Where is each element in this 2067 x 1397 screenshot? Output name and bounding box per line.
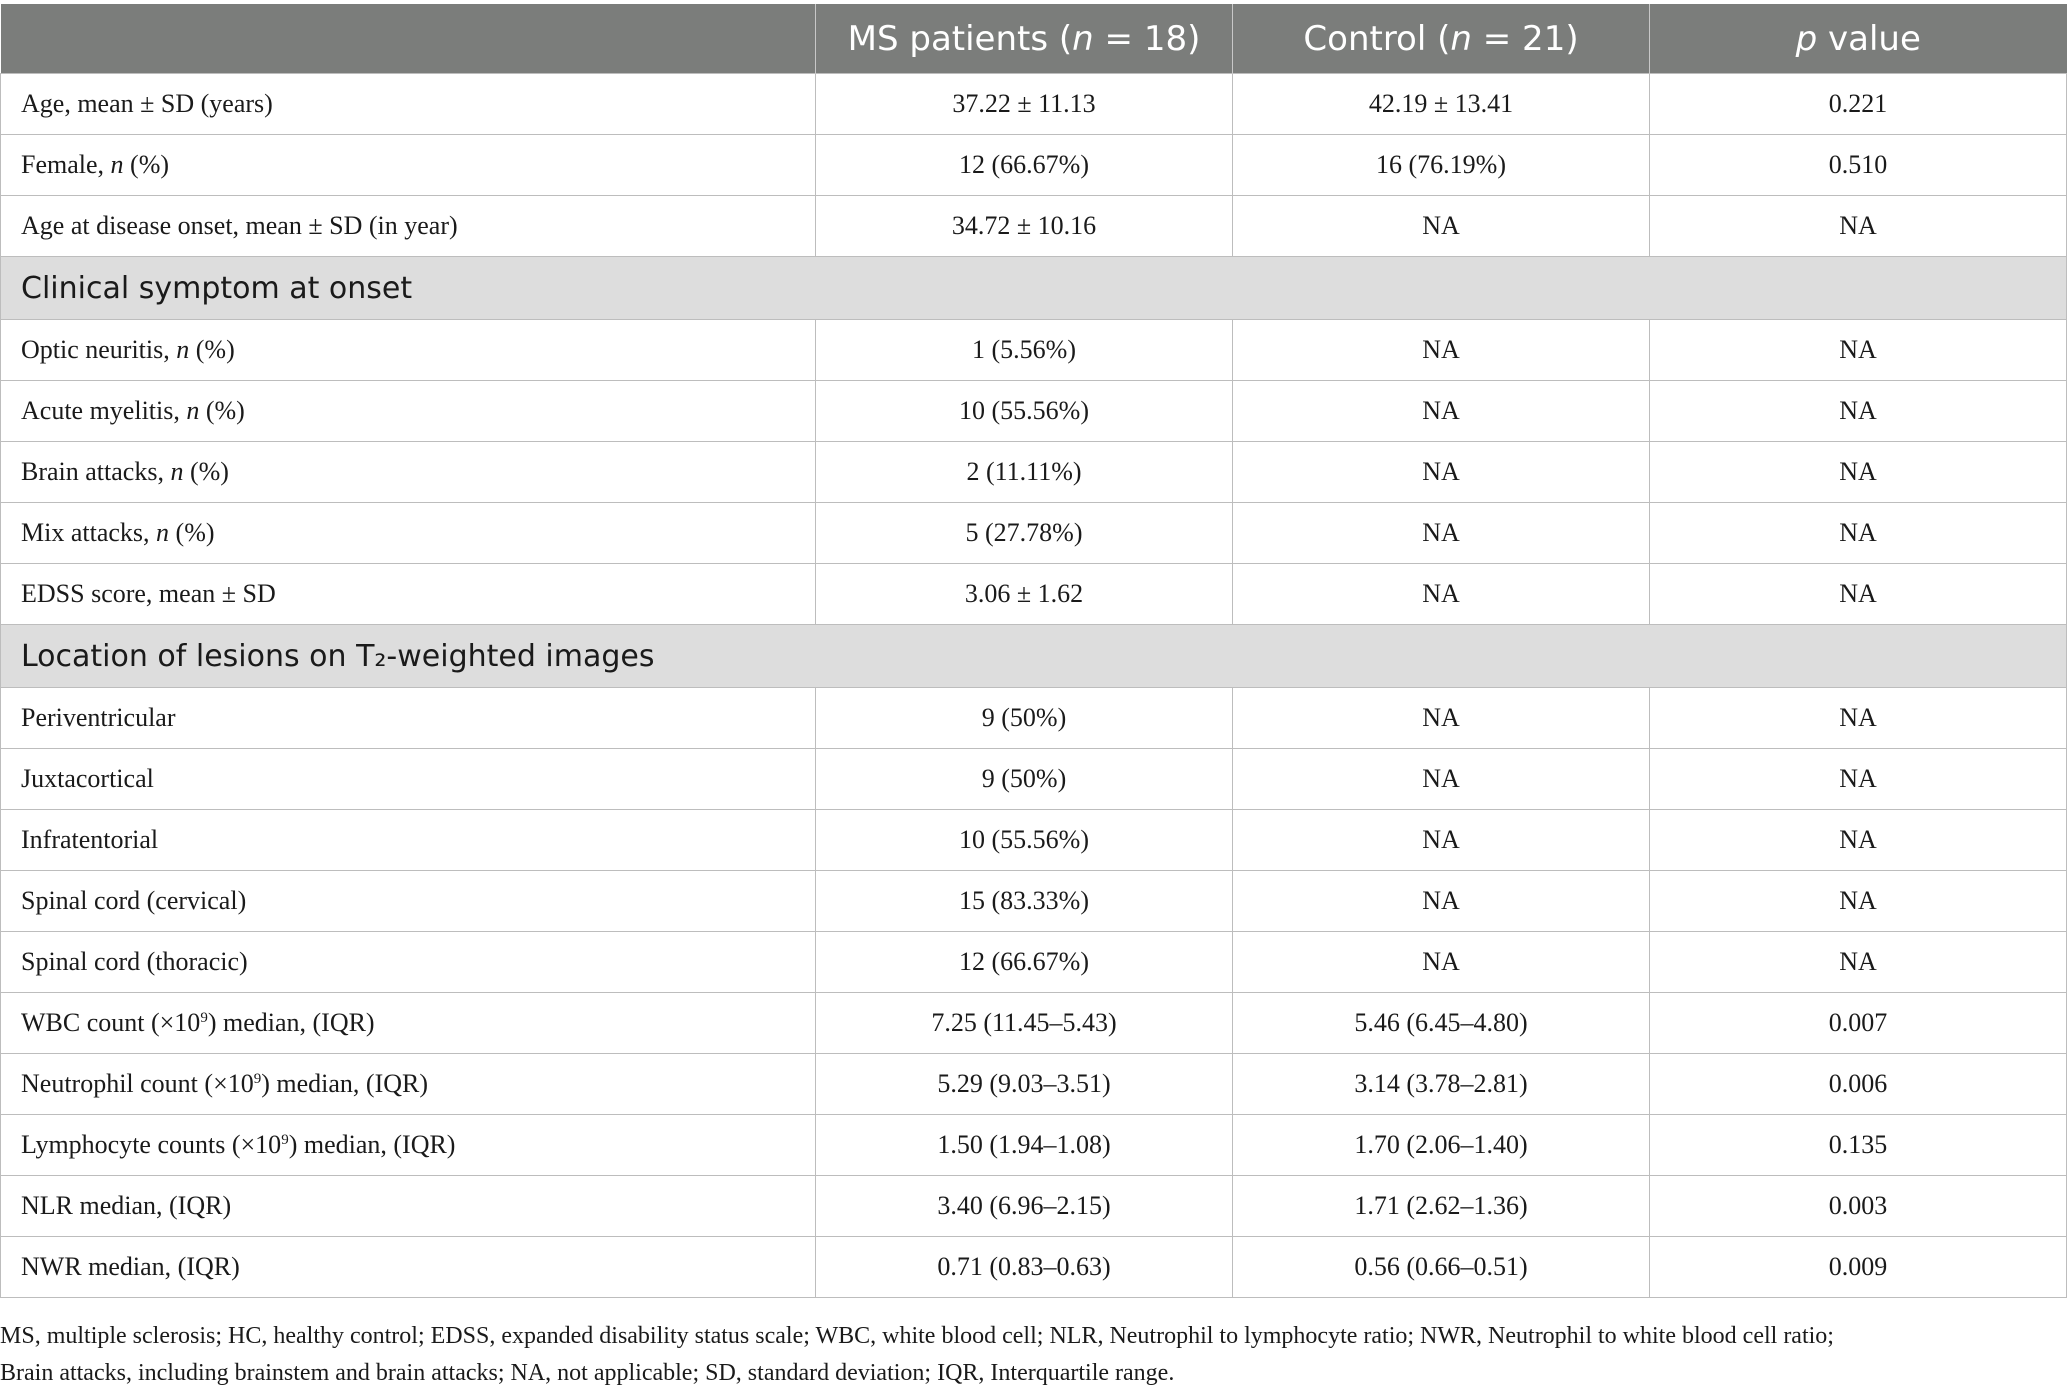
table-row: [1, 442, 2067, 503]
table-row: [1, 932, 2067, 993]
row-label: EDSS score, mean ± SD: [1, 564, 816, 625]
cell-control: NA: [1233, 932, 1650, 993]
row-label: Age at disease onset, mean ± SD (in year): [1, 196, 816, 257]
cell-control: NA: [1233, 381, 1650, 442]
table-row: [1, 135, 2067, 196]
section-title: Location of lesions on T₂-weighted images: [1, 625, 2067, 688]
cell-p-value: NA: [1650, 381, 2067, 442]
cell-ms-patients: 7.25 (11.45–5.43): [816, 993, 1233, 1054]
cell-control: 5.46 (6.45–4.80): [1233, 993, 1650, 1054]
row-label: Optic neuritis, n (%): [1, 320, 816, 381]
footnote-line-2: Brain attacks, including brainstem and brain attacks; NA, not applicable; SD, standard deviation; IQR, Interquartile range.: [0, 1360, 1175, 1386]
cell-p-value: 0.006: [1650, 1054, 2067, 1115]
row-label: NLR median, (IQR): [1, 1176, 816, 1237]
cell-ms-patients: 37.22 ± 11.13: [816, 74, 1233, 135]
header-p-value: p value: [1650, 4, 2067, 74]
cell-control: 3.14 (3.78–2.81): [1233, 1054, 1650, 1115]
cell-ms-patients: 9 (50%): [816, 749, 1233, 810]
cell-p-value: NA: [1650, 932, 2067, 993]
cell-ms-patients: 0.71 (0.83–0.63): [816, 1237, 1233, 1298]
row-label: Acute myelitis, n (%): [1, 381, 816, 442]
cell-p-value: NA: [1650, 503, 2067, 564]
row-label: Mix attacks, n (%): [1, 503, 816, 564]
row-label: Spinal cord (cervical): [1, 871, 816, 932]
cell-p-value: NA: [1650, 749, 2067, 810]
cell-control: 16 (76.19%): [1233, 135, 1650, 196]
cell-ms-patients: 2 (11.11%): [816, 442, 1233, 503]
cell-p-value: NA: [1650, 196, 2067, 257]
cell-p-value: NA: [1650, 810, 2067, 871]
header-control: Control (n = 21): [1233, 4, 1650, 74]
cell-control: NA: [1233, 503, 1650, 564]
table-row: [1, 1176, 2067, 1237]
cell-ms-patients: 12 (66.67%): [816, 135, 1233, 196]
cell-ms-patients: 10 (55.56%): [816, 810, 1233, 871]
cell-ms-patients: 15 (83.33%): [816, 871, 1233, 932]
cell-p-value: NA: [1650, 564, 2067, 625]
cell-control: NA: [1233, 564, 1650, 625]
cell-control: NA: [1233, 871, 1650, 932]
cell-ms-patients: 12 (66.67%): [816, 932, 1233, 993]
table-row: [1, 749, 2067, 810]
cell-control: NA: [1233, 688, 1650, 749]
row-label: Female, n (%): [1, 135, 816, 196]
characteristics-table: [0, 4, 2067, 1298]
cell-p-value: NA: [1650, 320, 2067, 381]
table-row: [1, 320, 2067, 381]
row-label: NWR median, (IQR): [1, 1237, 816, 1298]
table-row: [1, 564, 2067, 625]
cell-control: NA: [1233, 749, 1650, 810]
header-label-col: [1, 4, 816, 74]
cell-p-value: 0.135: [1650, 1115, 2067, 1176]
table-row: [1, 381, 2067, 442]
table-row: [1, 1054, 2067, 1115]
table-footnote: [0, 1318, 2060, 1392]
cell-ms-patients: 3.40 (6.96–2.15): [816, 1176, 1233, 1237]
section-title: Clinical symptom at onset: [1, 257, 2067, 320]
row-label: WBC count $(\times 10^9)$ median, (IQR): [1, 993, 816, 1054]
cell-control: 0.56 (0.66–0.51): [1233, 1237, 1650, 1298]
row-label: Juxtacortical: [1, 749, 816, 810]
cell-control: 1.70 (2.06–1.40): [1233, 1115, 1650, 1176]
cell-ms-patients: 5 (27.78%): [816, 503, 1233, 564]
cell-control: NA: [1233, 196, 1650, 257]
footnote-line-1: MS, multiple sclerosis; HC, healthy control; EDSS, expanded disability status scale; WBC, white blood cell; NLR, Neutrophil to lymphocyte ratio; NWR, Neutrophil to white blood cell ratio;: [0, 1323, 1834, 1349]
cell-control: NA: [1233, 320, 1650, 381]
table-row: [1, 74, 2067, 135]
row-label: Spinal cord (thoracic): [1, 932, 816, 993]
table-row: [1, 196, 2067, 257]
cell-p-value: NA: [1650, 442, 2067, 503]
cell-p-value: 0.003: [1650, 1176, 2067, 1237]
row-label: Neutrophil count $(\times 10^9)$ median, (IQR): [1, 1054, 816, 1115]
table-row: [1, 688, 2067, 749]
cell-ms-patients: 9 (50%): [816, 688, 1233, 749]
table-row: [1, 810, 2067, 871]
table-row: [1, 993, 2067, 1054]
row-label: Age, mean ± SD (years): [1, 74, 816, 135]
cell-p-value: 0.007: [1650, 993, 2067, 1054]
row-label: Lymphocyte counts $(\times 10^9)$ median, (IQR): [1, 1115, 816, 1176]
cell-p-value: 0.009: [1650, 1237, 2067, 1298]
cell-ms-patients: 10 (55.56%): [816, 381, 1233, 442]
cell-ms-patients: 1 (5.56%): [816, 320, 1233, 381]
cell-control: NA: [1233, 442, 1650, 503]
table-header-row: [1, 4, 2067, 74]
cell-p-value: NA: [1650, 688, 2067, 749]
cell-p-value: NA: [1650, 871, 2067, 932]
table-body: [1, 74, 2067, 1298]
header-ms-patients: MS patients (n = 18): [816, 4, 1233, 74]
table-row: [1, 1115, 2067, 1176]
section-header-row: [1, 625, 2067, 688]
row-label: Periventricular: [1, 688, 816, 749]
row-label: Brain attacks, n (%): [1, 442, 816, 503]
cell-ms-patients: 5.29 (9.03–3.51): [816, 1054, 1233, 1115]
section-header-row: [1, 257, 2067, 320]
cell-ms-patients: 3.06 ± 1.62: [816, 564, 1233, 625]
row-label: Infratentorial: [1, 810, 816, 871]
table-row: [1, 1237, 2067, 1298]
cell-ms-patients: 34.72 ± 10.16: [816, 196, 1233, 257]
table-row: [1, 871, 2067, 932]
cell-p-value: 0.221: [1650, 74, 2067, 135]
cell-control: 1.71 (2.62–1.36): [1233, 1176, 1650, 1237]
cell-control: NA: [1233, 810, 1650, 871]
table-row: [1, 503, 2067, 564]
cell-p-value: 0.510: [1650, 135, 2067, 196]
cell-ms-patients: 1.50 (1.94–1.08): [816, 1115, 1233, 1176]
cell-control: 42.19 ± 13.41: [1233, 74, 1650, 135]
